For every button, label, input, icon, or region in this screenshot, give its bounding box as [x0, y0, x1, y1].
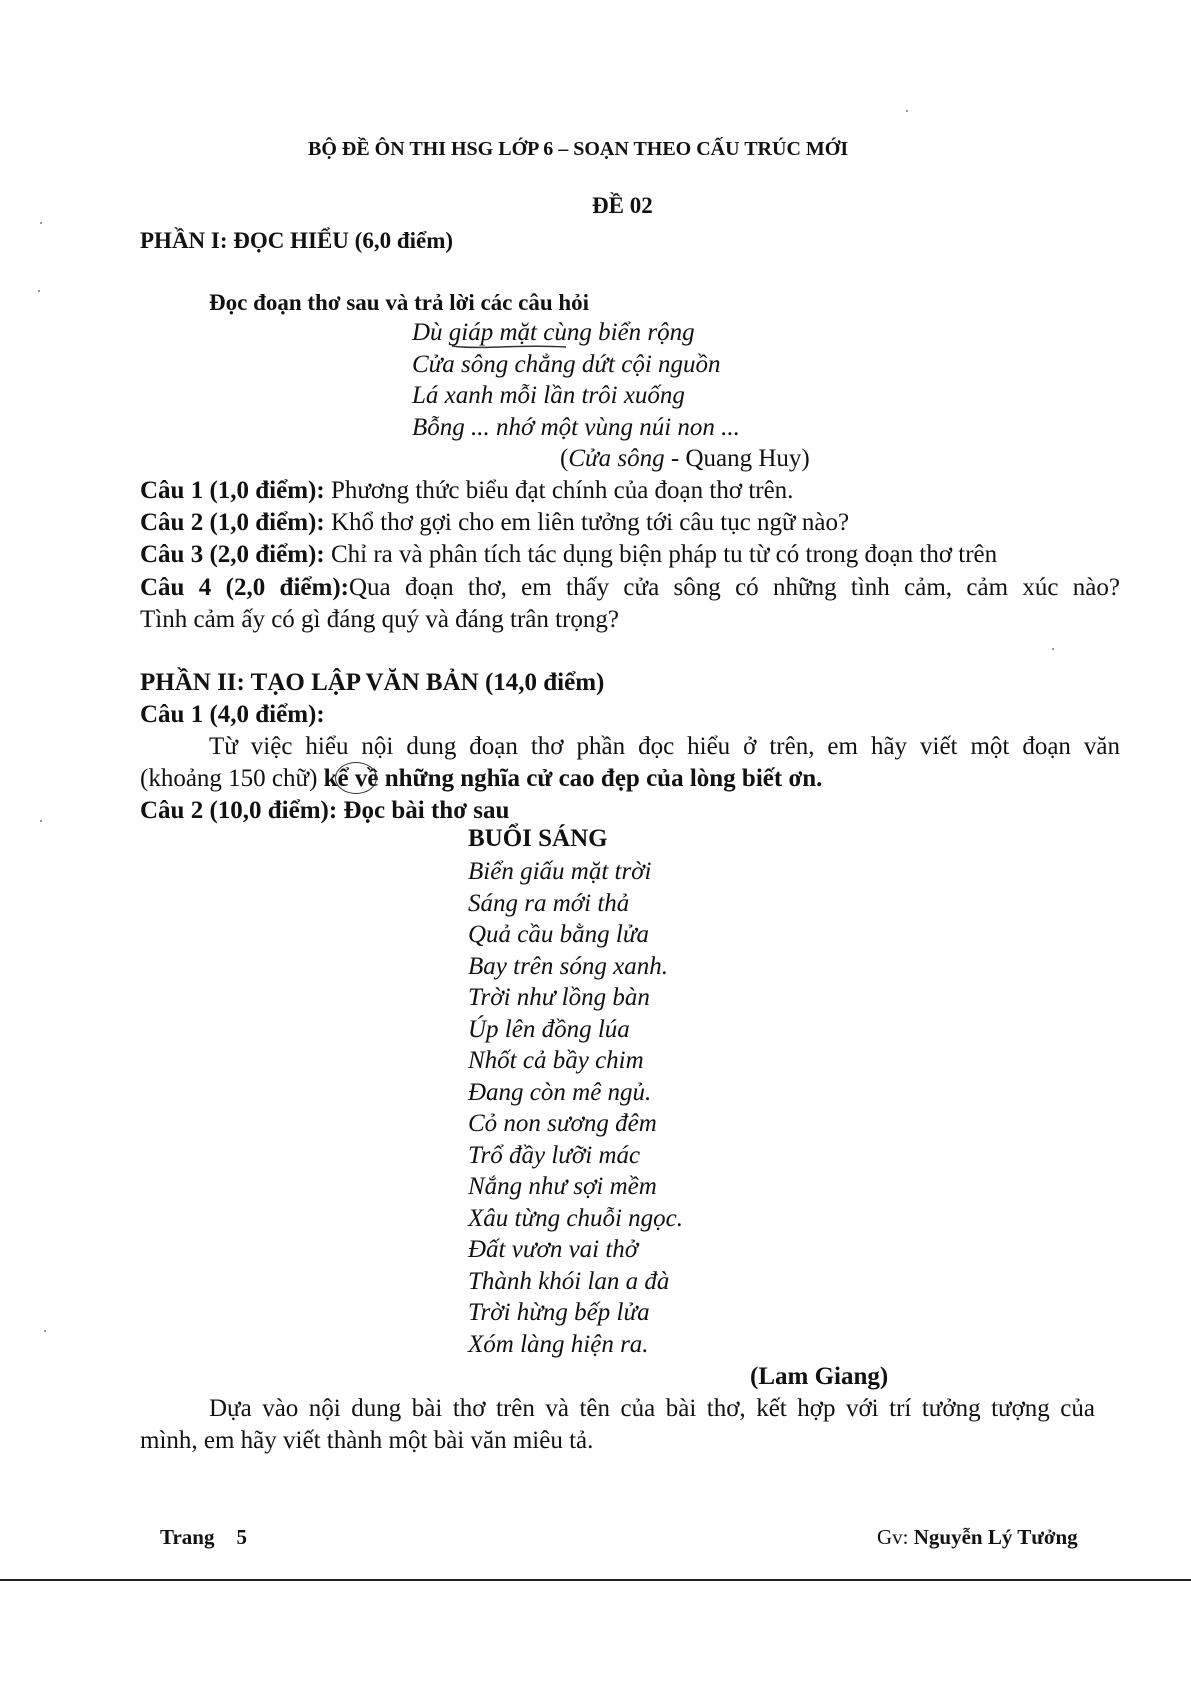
source-title: Cửa sông [568, 445, 665, 472]
poem-line: Xóm làng hiện ra. [468, 1331, 649, 1358]
poem-line: Xâu từng chuỗi ngọc. [468, 1205, 683, 1232]
scan-speck [906, 110, 908, 112]
exam-number: ĐỀ 02 [592, 193, 653, 218]
footer-divider [0, 1579, 1191, 1581]
page-number [160, 1527, 247, 1548]
poem-line: Cỏ non sương đêm [468, 1110, 657, 1137]
handwritten-underline-mark [450, 338, 570, 352]
word-count-note: (khoảng 150 chữ) [140, 765, 324, 792]
handwritten-circle-mark [335, 762, 377, 794]
poem-line: Nhốt cả bầy chim [468, 1047, 644, 1074]
scan-speck [1052, 648, 1054, 650]
question-4-continued: Tình cảm ấy có gì đáng quý và đáng trân trọng? [140, 606, 620, 633]
page-number-value: 5 [236, 1525, 247, 1549]
part2-question-1-line2 [140, 766, 822, 791]
poem-line: Trổ đầy lưỡi mác [468, 1142, 641, 1169]
question-text: Khổ thơ gợi cho em liên tưởng tới câu tục ngữ nào? [324, 509, 850, 536]
page-label: Trang [160, 1525, 215, 1549]
poem-line: Úp lên đồng lúa [468, 1016, 630, 1043]
question-label: Câu 4 (2,0 điểm): [140, 574, 349, 601]
part1-poem-source: (Cửa sông - Quang Huy) [560, 445, 810, 472]
question-text: Đọc bài thơ sau [337, 797, 510, 824]
question-label: Câu 1 (1,0 điểm): [140, 477, 325, 504]
part1-poem-line: Cửa sông chẳng dứt cội nguồn [412, 351, 721, 378]
teacher-credit [877, 1527, 1078, 1548]
poem-author: (Lam Giang) [750, 1363, 889, 1390]
part1-instruction: Đọc đoạn thơ sau và trả lời các câu hỏi [209, 290, 590, 315]
question-1 [140, 478, 793, 503]
part1-heading: PHẦN I: ĐỌC HIỂU (6,0 điểm) [140, 228, 454, 253]
scan-speck [44, 1330, 46, 1332]
poem-line: Trời hừng bếp lửa [468, 1299, 650, 1326]
poem-line: Biển giấu mặt trời [468, 858, 652, 885]
question-3 [140, 542, 997, 567]
part2-heading: PHẦN II: TẠO LẬP VĂN BẢN (14,0 điểm) [140, 669, 605, 696]
poem-line: Quả cầu bằng lửa [468, 921, 649, 948]
poem-line: Nắng như sợi mềm [468, 1173, 657, 1200]
question-label: Câu 3 (2,0 điểm): [140, 541, 325, 568]
part1-poem-line: Lá xanh mỗi lần trôi xuống [412, 382, 685, 409]
final-task-line1: Dựa vào nội dung bài thơ trên và tên của bài thơ, kết hợp với trí tưởng tượng của [209, 1395, 1095, 1422]
scan-speck [38, 290, 40, 292]
document-header-title: BỘ ĐỀ ÔN THI HSG LỚP 6 – SOẠN THEO CẤU TRÚC MỚI [308, 138, 849, 160]
source-author: - Quang Huy) [664, 445, 810, 472]
final-task-line2: mình, em hãy viết thành một bài văn miêu tả. [140, 1427, 594, 1454]
poem-line: Đất vươn vai thở [468, 1236, 639, 1263]
question-text: Chỉ ra và phân tích tác dụng biện pháp tu từ có trong đoạn thơ trên [324, 541, 998, 568]
teacher-label: Gv: [877, 1525, 914, 1549]
question-label: Câu 2 (10,0 điểm): [140, 797, 338, 824]
poem-line: Thành khói lan a đà [468, 1268, 670, 1295]
scan-speck [40, 820, 42, 822]
part2-question-1-line1: Từ việc hiểu nội dung đoạn thơ phần đọc hiểu ở trên, em hãy viết một đoạn văn [209, 733, 1120, 760]
part1-poem-line: Dù giáp mặt cùng biển rộng [412, 319, 695, 346]
question-2 [140, 510, 849, 535]
part1-poem-line: Bỗng ... nhớ một vùng núi non ... [412, 414, 740, 441]
question-text: Phương thức biểu đạt chính của đoạn thơ trên. [324, 477, 794, 504]
question-task: kể về những nghĩa cử cao đẹp của lòng biết ơn. [323, 765, 823, 792]
poem-line: Sáng ra mới thả [468, 890, 630, 917]
teacher-name: Nguyễn Lý Tưởng [913, 1525, 1078, 1549]
scan-speck [40, 222, 42, 224]
poem-line: Đang còn mê ngủ. [468, 1079, 652, 1106]
poem-line: Trời như lồng bàn [468, 984, 650, 1011]
part2-question-2 [140, 798, 509, 823]
poem-title: BUỔI SÁNG [468, 825, 608, 852]
poem-line: Bay trên sóng xanh. [468, 953, 668, 980]
question-4 [140, 575, 1120, 600]
part2-question-1-label: Câu 1 (4,0 điểm): [140, 701, 325, 728]
question-text: Qua đoạn thơ, em thấy cửa sông có những tình cảm, cảm xúc nào? [348, 574, 1120, 601]
question-label: Câu 2 (1,0 điểm): [140, 509, 325, 536]
